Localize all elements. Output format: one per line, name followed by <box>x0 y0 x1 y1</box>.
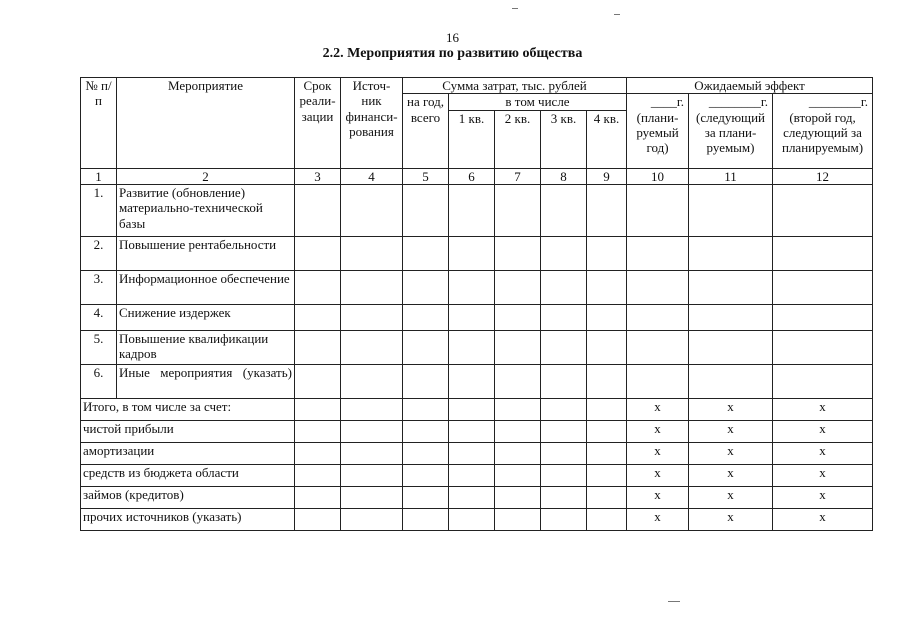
table-row <box>81 364 873 398</box>
cross-mark: x <box>627 508 689 530</box>
cross-mark: x <box>773 420 873 442</box>
scan-speck <box>668 601 680 602</box>
col-num: 1 <box>81 168 117 184</box>
cross-mark: x <box>773 464 873 486</box>
col-num: 2 <box>117 168 295 184</box>
page-title: 2.2. Мероприятия по развитию общества <box>322 46 583 61</box>
scan-speck <box>512 8 518 9</box>
col-num: 8 <box>541 168 587 184</box>
header-measure: Мероприятие <box>117 78 295 169</box>
year-suffix: г. <box>860 94 869 110</box>
item-number: 4. <box>81 304 117 330</box>
cross-mark: x <box>689 508 773 530</box>
item-text: Повышение квалификации кадров <box>117 330 295 364</box>
column-numbers-row <box>81 168 873 184</box>
cross-mark: x <box>689 420 773 442</box>
item-number: 6. <box>81 364 117 398</box>
header-effect-2: ________г. (следующий за плани-руемым) <box>689 94 773 168</box>
col-num: 10 <box>627 168 689 184</box>
header-row-1 <box>81 78 873 94</box>
total-label: прочих источников (указать) <box>81 508 295 530</box>
table-row <box>81 184 873 236</box>
header-source: Источ-ник финанси-рования <box>341 78 403 169</box>
table-row <box>81 486 873 508</box>
cross-mark: x <box>627 464 689 486</box>
cross-mark: x <box>627 442 689 464</box>
item-text: Повышение рентабельности <box>117 236 295 270</box>
cross-mark: x <box>627 398 689 420</box>
scan-speck <box>614 14 620 15</box>
header-num: № п/п <box>81 78 117 169</box>
header-effect-1: ____г. (плани-руемый год) <box>627 94 689 168</box>
table-row <box>81 464 873 486</box>
item-text: Иные мероприятия (указать) <box>117 364 295 398</box>
header-q1: 1 кв. <box>449 110 495 168</box>
header-effect-group: Ожидаемый эффект <box>627 78 873 94</box>
col-num: 12 <box>773 168 873 184</box>
cross-mark: x <box>773 442 873 464</box>
cross-mark: x <box>773 508 873 530</box>
effect-3-note: (второй год, следующий за планируемым) <box>781 109 864 156</box>
effect-2-note: (следующий за плани-руемым) <box>696 109 765 156</box>
table-row <box>81 442 873 464</box>
item-number: 5. <box>81 330 117 364</box>
cross-mark: x <box>689 464 773 486</box>
cross-mark: x <box>689 398 773 420</box>
item-number: 2. <box>81 236 117 270</box>
header-including: в том числе <box>449 94 627 110</box>
table-row <box>81 304 873 330</box>
total-label: Итого, в том числе за счет: <box>81 398 295 420</box>
col-num: 6 <box>449 168 495 184</box>
item-number: 1. <box>81 184 117 236</box>
col-num: 11 <box>689 168 773 184</box>
col-num: 7 <box>495 168 541 184</box>
table-row <box>81 420 873 442</box>
cross-mark: x <box>627 486 689 508</box>
item-text: Развитие (обновление) материально-технической базы <box>117 184 295 236</box>
total-label: займов (кредитов) <box>81 486 295 508</box>
col-num: 5 <box>403 168 449 184</box>
year-suffix: г. <box>760 94 769 110</box>
total-label: чистой прибыли <box>81 420 295 442</box>
cross-mark: x <box>627 420 689 442</box>
measures-table <box>80 77 873 531</box>
header-q4: 4 кв. <box>587 110 627 168</box>
year-suffix: г. <box>676 94 685 110</box>
total-label: средств из бюджета области <box>81 464 295 486</box>
header-cost-group: Сумма затрат, тыс. рублей <box>403 78 627 94</box>
cross-mark: x <box>689 486 773 508</box>
cross-mark: x <box>773 398 873 420</box>
col-num: 4 <box>341 168 403 184</box>
table-row <box>81 398 873 420</box>
table-row <box>81 236 873 270</box>
header-q3: 3 кв. <box>541 110 587 168</box>
table-row <box>81 330 873 364</box>
item-text: Информационное обеспечение <box>117 270 295 304</box>
header-effect-3: ________г. (второй год, следующий за планируемым) <box>773 94 873 168</box>
item-text: Снижение издержек <box>117 304 295 330</box>
table-row <box>81 270 873 304</box>
total-label: амортизации <box>81 442 295 464</box>
cross-mark: x <box>773 486 873 508</box>
header-q2: 2 кв. <box>495 110 541 168</box>
col-num: 9 <box>587 168 627 184</box>
col-num: 3 <box>295 168 341 184</box>
cross-mark: x <box>689 442 773 464</box>
page-number: 16 <box>446 30 459 45</box>
effect-1-note: (плани-руемый год) <box>636 109 679 156</box>
header-per-year: на год, всего <box>403 94 449 168</box>
table-row <box>81 508 873 530</box>
item-number: 3. <box>81 270 117 304</box>
header-period: Срок реали-зации <box>295 78 341 169</box>
